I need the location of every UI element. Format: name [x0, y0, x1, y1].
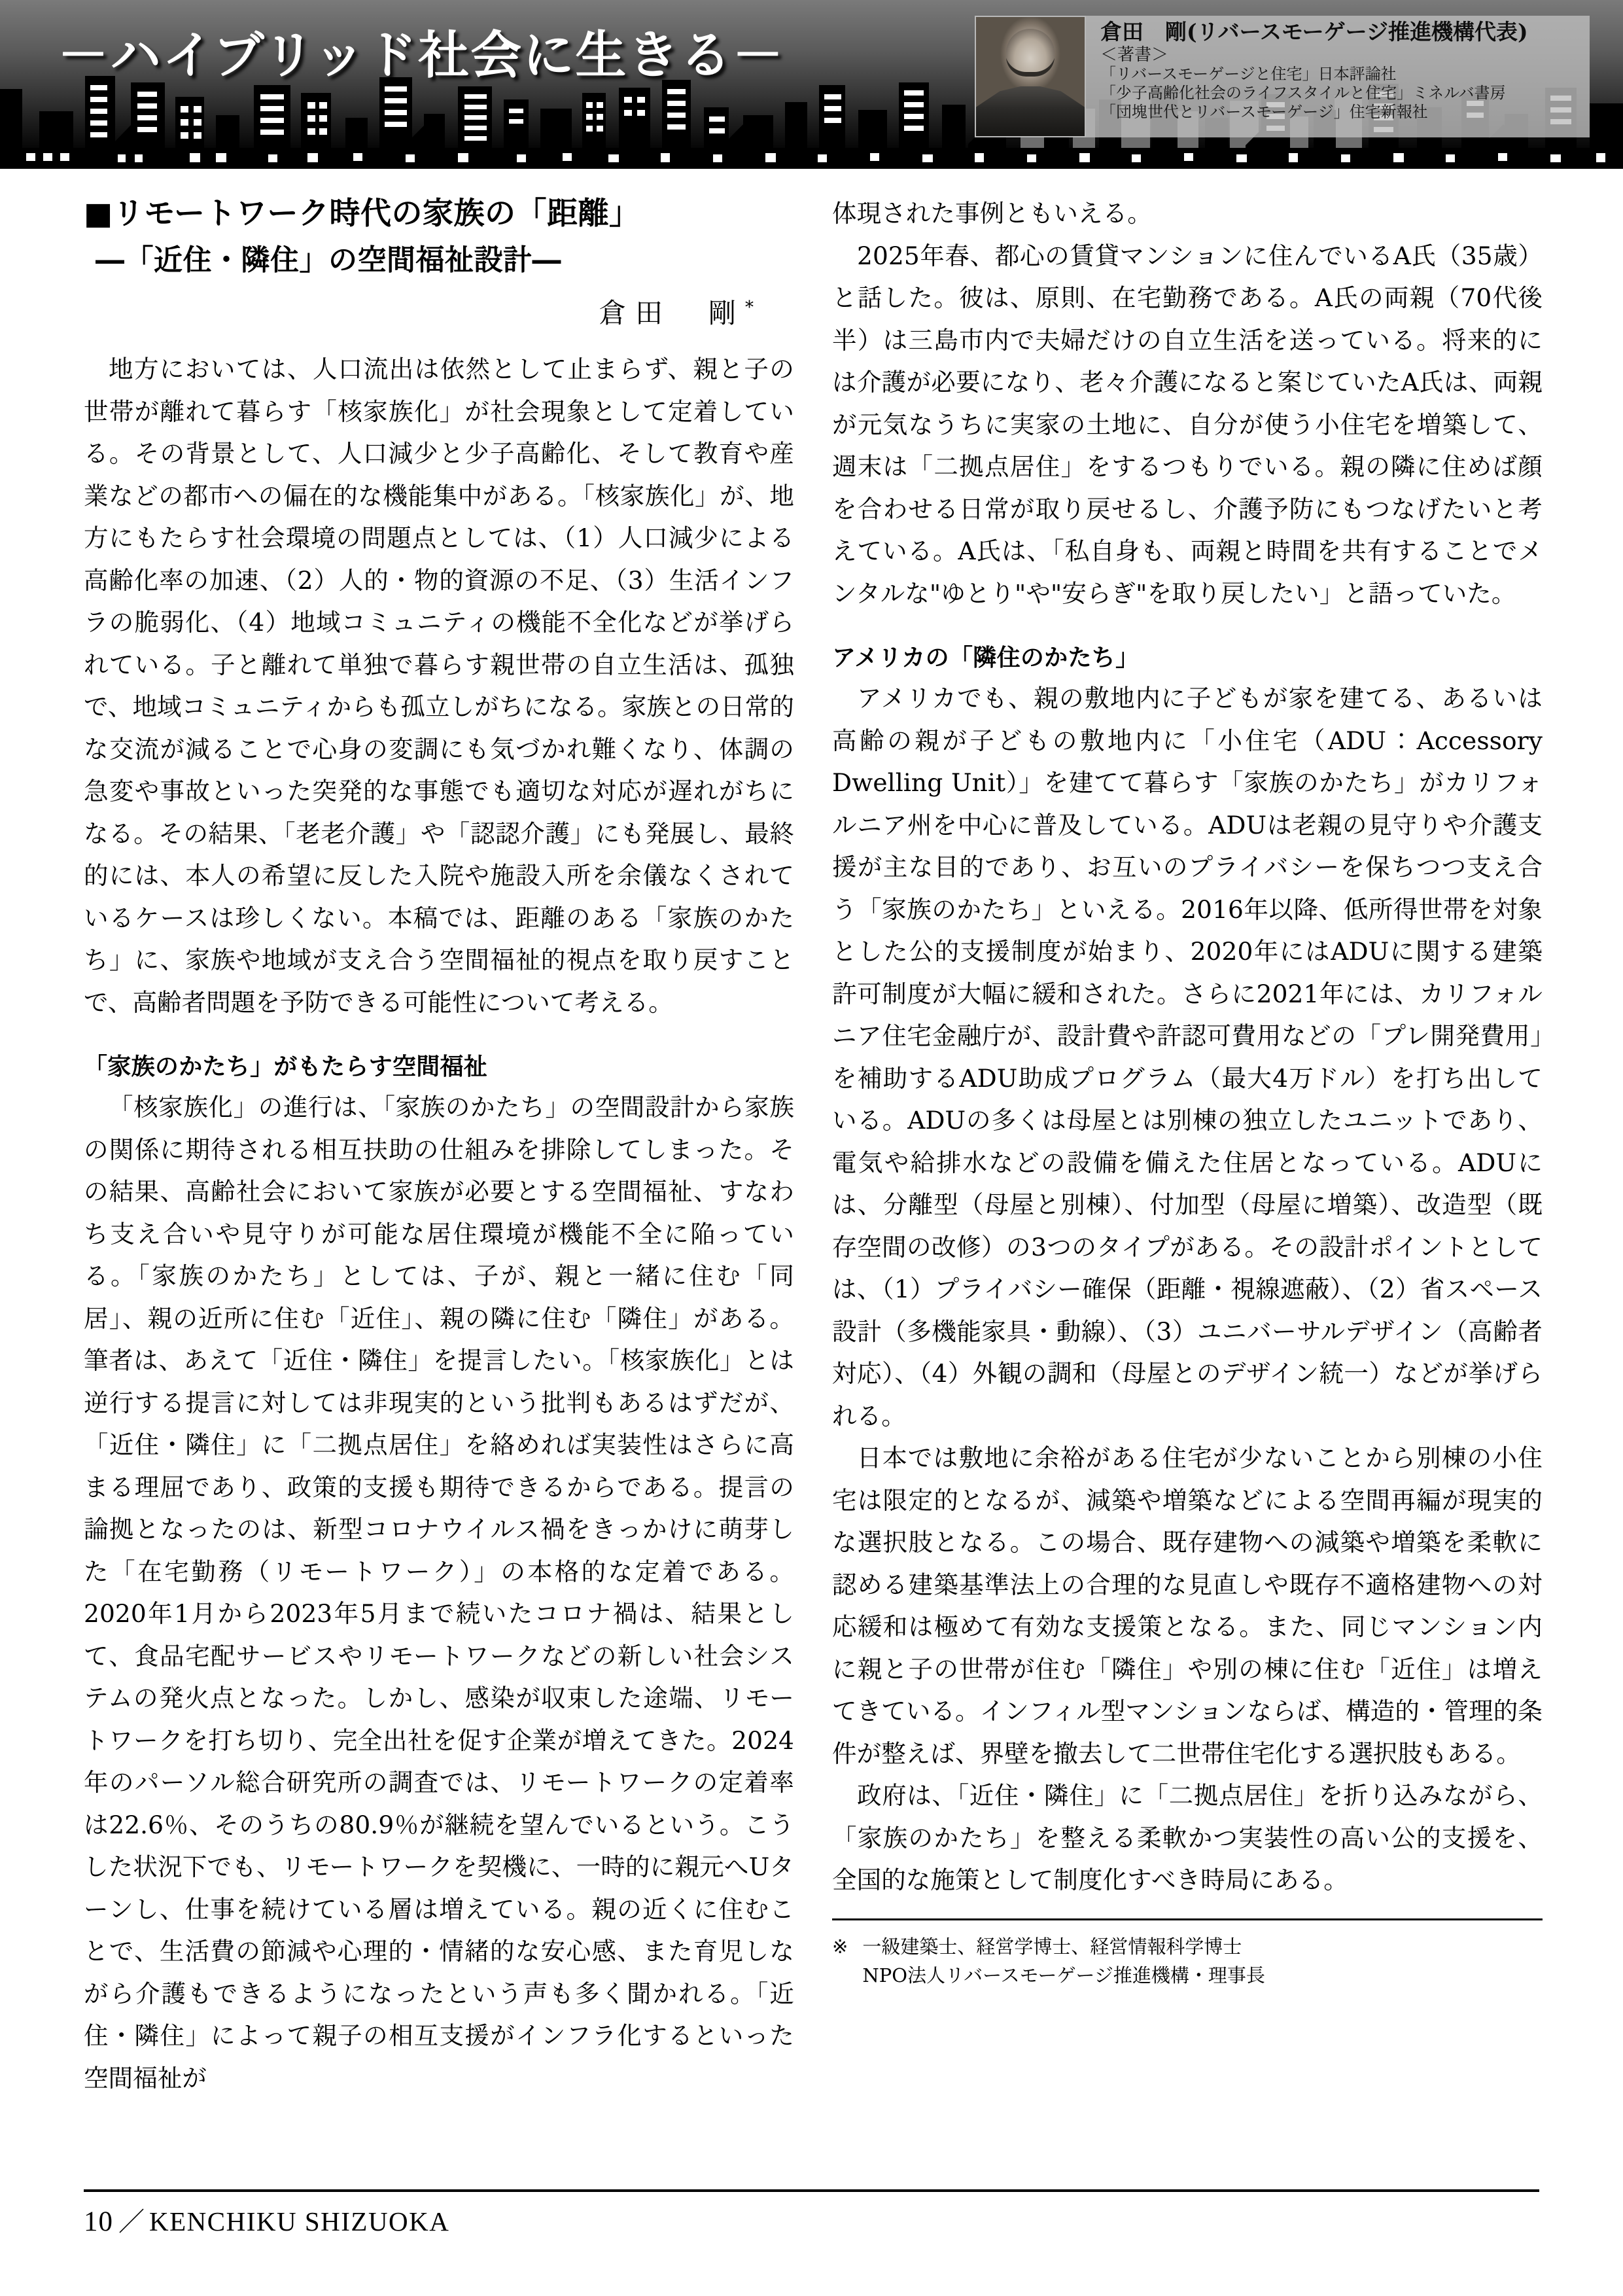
- author-works-label: ＜著書＞: [1100, 44, 1169, 65]
- article-content: [0, 169, 1623, 2296]
- author-name: 倉田 剛(リバースモーゲージ推進機構代表): [1100, 19, 1528, 44]
- page-number: 10: [84, 2206, 113, 2237]
- right-section-heading: アメリカの「隣住のかたち」: [832, 645, 1140, 671]
- right-paragraph-4: 日本では敷地に余裕がある住宅が少ないことから別棟の小住宅は限定的となるが、減築や増築などによる空間再編が現実的な選択肢となる。この場合、既存建物への減築や増築を柔軟に認める建築基準法上の合理的な見直しや既存不適格建物への対応緩和は極めて有効な支援策となる。また、同じマンション内に親と子の世帯が住む「隣住」や別の棟に住む「近住」は増えてきている。インフィル型マンションならば、構造的・管理的条件が整えば、界壁を撤去して二世帯住宅化する選択肢もある。: [832, 1443, 1543, 1768]
- magazine-name: KENCHIKU SHIZUOKA: [149, 2206, 450, 2236]
- footer-text: [84, 2201, 1539, 2238]
- right-paragraph-5: 政府は、「近住・隣住」に「二拠点居住」を折り込みながら、「家族のかたち」を整える柔軟かつ実装性の高い公的支援を、全国的な施策として制度化すべき時局にある。: [832, 1781, 1543, 1894]
- article-title: ■リモートワーク時代の家族の「距離」: [84, 196, 640, 232]
- right-column: [832, 169, 1543, 1990]
- footnote-divider: [832, 1918, 1543, 1920]
- footnote: [832, 1932, 1543, 1991]
- author-info-text: [1086, 16, 1590, 137]
- left-column: [84, 169, 794, 2099]
- byline-footnote-mark: *: [745, 298, 754, 318]
- article-subtitle: ―「近住・隣住」の空間福祉設計―: [96, 243, 561, 277]
- author-portrait-photo: [975, 16, 1086, 137]
- author-info-box: [975, 16, 1590, 137]
- page-footer: [84, 2189, 1539, 2238]
- article-byline: [84, 292, 754, 331]
- footnote-line-1: 一級建築士、経営学博士、経営情報科学博士: [862, 1935, 1242, 1958]
- right-paragraph-2: 2025年春、都心の賃貸マンションに住んでいるA氏（35歳）と話した。彼は、原則、在宅勤務である。A氏の両親（70代後半）は三島市内で夫婦だけの自立生活を送っている。将来的には介護が必要になり、老々介護になると案じていたA氏は、両親が元気なうちに実家の土地に、自分が使う小住宅を増築して、週末は「二拠点居住」をするつもりでいる。親の隣に住めば顔を合わせる日常が取り戻せるし、介護予防にもつなげたいと考えている。A氏は、「私自身も、両親と時間を共有することでメンタルな"ゆとり"や"安らぎ"を取り戻したい」と語っていた。: [832, 241, 1543, 608]
- footer-divider: [84, 2189, 1539, 2192]
- left-paragraph-2: 「核家族化」の進行は、「家族のかたち」の空間設計から家族の関係に期待される相互扶助の仕組みを排除してしまった。その結果、高齢社会において家族が必要とする空間福祉、すなわち支え合いや見守りが可能な居住環境が機能不全に陥っている。「家族のかたち」としては、子が、親と一緒に住む「同居」、親の近所に住む「近住」、親の隣に住む「隣住」がある。筆者は、あえて「近住・隣住」を提言したい。「核家族化」とは逆行する提言に対しては非現実的という批判もあるはずだが、「近住・隣住」に「二拠点居住」を絡めれば実装性はさらに高まる理屈であり、政策的支援も期待できるからである。提言の論拠となったのは、新型コロナウイルス禍をきっかけに萌芽した「在宅勤務（リモートワーク）」の本格的な定着である。2020年1月から2023年5月まで続いたコロナ禍は、結果として、食品宅配サービスやリモートワークなどの新しい社会システムの発火点となった。しかし、感染が収束した途端、リモートワークを打ち切り、完全出社を促す企業が増えてきた。2024年のパーソル総合研究所の調査では、リモートワークの定着率は22.6％、そのうちの80.9％が継続を望んでいるという。こうした状況下でも、リモートワークを契機に、一時的に親元へUターンし、仕事を続けている層は増えている。親の近くに住むことで、生活費の節減や心理的・情緒的な安心感、また育児しながら介護もできるようになったという声も多く聞かれる。「近住・隣住」によって親子の相互支援がインフラ化するといった空間福祉が: [84, 1093, 794, 2093]
- header-banner: [0, 0, 1623, 169]
- banner-title: －ハイブリッド社会に生きる－: [58, 26, 785, 85]
- footnote-lines: [862, 1932, 1543, 1991]
- right-paragraph-1-continued: 体現された事例ともいえる。: [832, 199, 1152, 228]
- footnote-line-2: NPO法人リバースモーゲージ推進機構・理事長: [862, 1964, 1265, 1987]
- author-book-2: 「少子高齢化社会のライフスタイルと住宅」ミネルバ書房: [1100, 83, 1506, 102]
- author-book-3: 「団塊世代とリバースモーゲージ」住宅新報社: [1100, 102, 1428, 121]
- left-paragraph-1: 地方においては、人口流出は依然として止まらず、親と子の世帯が離れて暮らす「核家族化」が社会現象として定着している。その背景として、人口減少と少子高齢化、そして教育や産業などの都市への偏在的な機能集中がある。「核家族化」が、地方にもたらす社会環境の問題点としては、（1）人口減少による高齢化率の加速、（2）人的・物的資源の不足、（3）生活インフラの脆弱化、（4）地域コミュニティの機能不全化などが挙げられている。子と離れて単独で暮らす親世帯の自立生活は、孤独で、地域コミュニティからも孤立しがちになる。家族との日常的な交流が減ることで心身の変調にも気づかれ難くなり、体調の急変や事故といった突発的な事態でも適切な対応が遅れがちになる。その結果、「老老介護」や「認認介護」にも発展し、最終的には、本人の希望に反した入院や施設入所を余儀なくされているケースは珍しくない。本稿では、距離のある「家族のかたち」に、家族や地域が支え合う空間福祉的視点を取り戻すことで、高齢者問題を予防できる可能性について考える。: [84, 355, 794, 1017]
- author-book-1: 「リバースモーゲージと住宅」日本評論社: [1100, 65, 1397, 84]
- right-paragraph-3: アメリカでも、親の敷地内に子どもが家を建てる、あるいは高齢の親が子どもの敷地内に「小住宅（ADU：Accessory Dwelling Unit）」を建てて暮らす「家族のかたち」がカリフォルニア州を中心に普及している。ADUは老親の見守りや介護支援が主な目的であり、お互いのプライバシーを保ちつつ支え合う「家族のかたち」といえる。2016年以降、低所得世帯を対象とした公的支援制度が始まり、2020年にはADUに関する建築許可制度が大幅に緩和された。さらに2021年には、カリフォルニア住宅金融庁が、設計費や許認可費用などの「プレ開発費用」を補助するADU助成プログラム（最大4万ドル）を打ち出している。ADUの多くは母屋とは別棟の独立したユニットであり、電気や給排水などの設備を備えた住居となっている。ADUには、分離型（母屋と別棟）、付加型（母屋に増築）、改造型（既存空間の改修）の3つのタイプがある。その設計ポイントとしては、（1）プライバシー確保（距離・視線遮蔽）、（2）省スペース設計（多機能家具・動線）、（3）ユニバーサルデザイン（高齢者対応）、（4）外観の調和（母屋とのデザイン統一）などが挙げられる。: [832, 684, 1543, 1430]
- footnote-mark: ※: [832, 1935, 848, 1958]
- footer-separator: ／: [118, 2207, 145, 2236]
- byline-name: 倉田 剛: [598, 297, 745, 330]
- left-section-heading: 「家族のかたち」がもたらす空間福祉: [84, 1053, 488, 1081]
